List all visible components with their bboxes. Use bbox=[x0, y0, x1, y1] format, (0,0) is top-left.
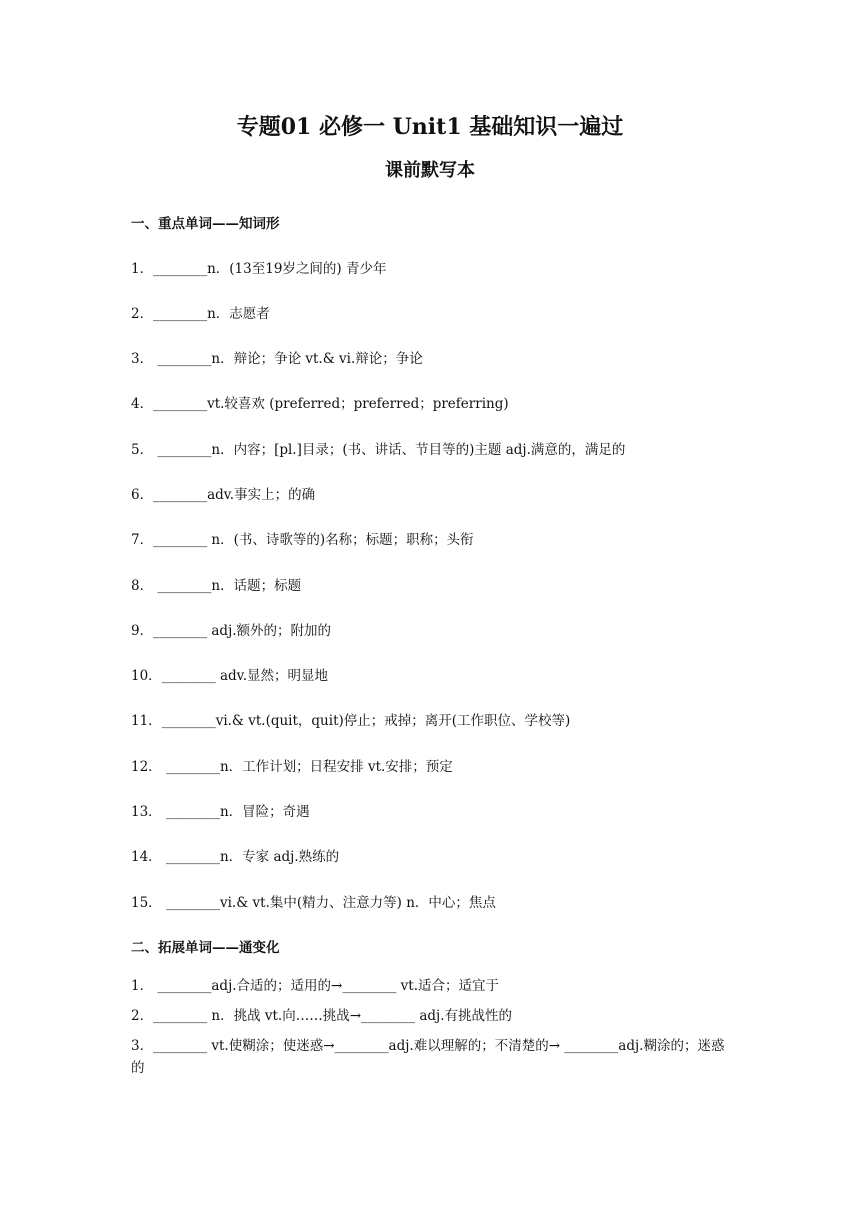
item-text: ________n．内容；[pl.]目录；(书、讲话、节目等的)主题 adj.满意的，满足的 bbox=[153, 442, 626, 458]
item-text: ________ n．挑战 vt.向……挑战→________ adj.有挑战性的 bbox=[153, 1008, 512, 1024]
item-text: ________ adv.显然；明显地 bbox=[161, 668, 328, 684]
item-number: 8． bbox=[131, 578, 154, 594]
item-number: 10． bbox=[131, 668, 162, 684]
item-number: 14． bbox=[131, 849, 162, 865]
list-item bbox=[131, 802, 310, 822]
list-item bbox=[131, 893, 496, 913]
item-number: 4． bbox=[131, 396, 154, 412]
item-text: ________adj.合适的；适用的→________ vt.适合；适宜于 bbox=[153, 978, 499, 994]
item-text: ________ adj.额外的；附加的 bbox=[153, 623, 332, 639]
list-item bbox=[131, 304, 270, 324]
item-text: ________vi.& vt.集中(精力、注意力等) n．中心；焦点 bbox=[161, 895, 496, 911]
item-text: ________adv.事实上；的确 bbox=[153, 487, 316, 503]
list-item bbox=[131, 1006, 512, 1026]
list-item bbox=[131, 847, 339, 867]
item-number: 7． bbox=[131, 532, 154, 548]
page-subtitle: 课前默写本 bbox=[385, 160, 475, 181]
item-number: 15． bbox=[131, 895, 162, 911]
list-item bbox=[131, 666, 328, 686]
list-item bbox=[131, 259, 386, 279]
list-item bbox=[131, 976, 499, 996]
item-number: 11． bbox=[131, 713, 162, 729]
item-text: ________ n．(书、诗歌等的)名称；标题；职称；头衔 bbox=[153, 532, 474, 548]
item-number: 13． bbox=[131, 804, 162, 820]
item-number: 12． bbox=[131, 759, 162, 775]
list-item bbox=[131, 394, 509, 414]
item-text: ________n．(13至19岁之间的) 青少年 bbox=[153, 261, 387, 277]
section-heading-key-words: 一、重点单词——知词形 bbox=[131, 216, 280, 232]
section-heading-extended-words: 二、拓展单词——通变化 bbox=[131, 940, 280, 956]
item-number: 6． bbox=[131, 487, 154, 503]
list-item bbox=[131, 621, 331, 641]
item-number: 2． bbox=[131, 1008, 154, 1024]
item-text: ________ vt.使糊涂；使迷惑→________adj.难以理解的；不清楚的→ ________adj.糊涂的；迷惑的 bbox=[131, 1038, 725, 1076]
item-text: ________n．话题；标题 bbox=[153, 578, 302, 594]
list-item bbox=[131, 576, 301, 596]
item-number: 5． bbox=[131, 442, 154, 458]
item-text: ________n．工作计划；日程安排 vt.安排；预定 bbox=[161, 759, 453, 775]
list-item bbox=[131, 440, 625, 460]
list-item bbox=[131, 757, 453, 777]
list-item bbox=[131, 1035, 731, 1079]
page-title: 专题01 必修一 Unit1 基础知识一遍过 bbox=[236, 114, 624, 140]
item-text: ________n．专家 adj.熟练的 bbox=[161, 849, 340, 865]
list-item bbox=[131, 530, 474, 550]
list-item bbox=[131, 349, 423, 369]
item-number: 2． bbox=[131, 306, 154, 322]
item-number: 1． bbox=[131, 978, 154, 994]
item-text: ________vt.较喜欢 (preferred；preferred；preferring) bbox=[153, 396, 509, 412]
list-item bbox=[131, 711, 570, 731]
item-number: 3． bbox=[131, 351, 154, 367]
item-number: 3． bbox=[131, 1038, 154, 1054]
item-number: 9． bbox=[131, 623, 154, 639]
item-text: ________n．冒险；奇遇 bbox=[161, 804, 310, 820]
list-item bbox=[131, 485, 315, 505]
item-number: 1． bbox=[131, 261, 154, 277]
item-text: ________n．辩论；争论 vt.& vi.辩论；争论 bbox=[153, 351, 423, 367]
item-text: ________n．志愿者 bbox=[153, 306, 270, 322]
item-text: ________vi.& vt.(quit，quit)停止；戒掉；离开(工作职位、学校等) bbox=[161, 713, 571, 729]
